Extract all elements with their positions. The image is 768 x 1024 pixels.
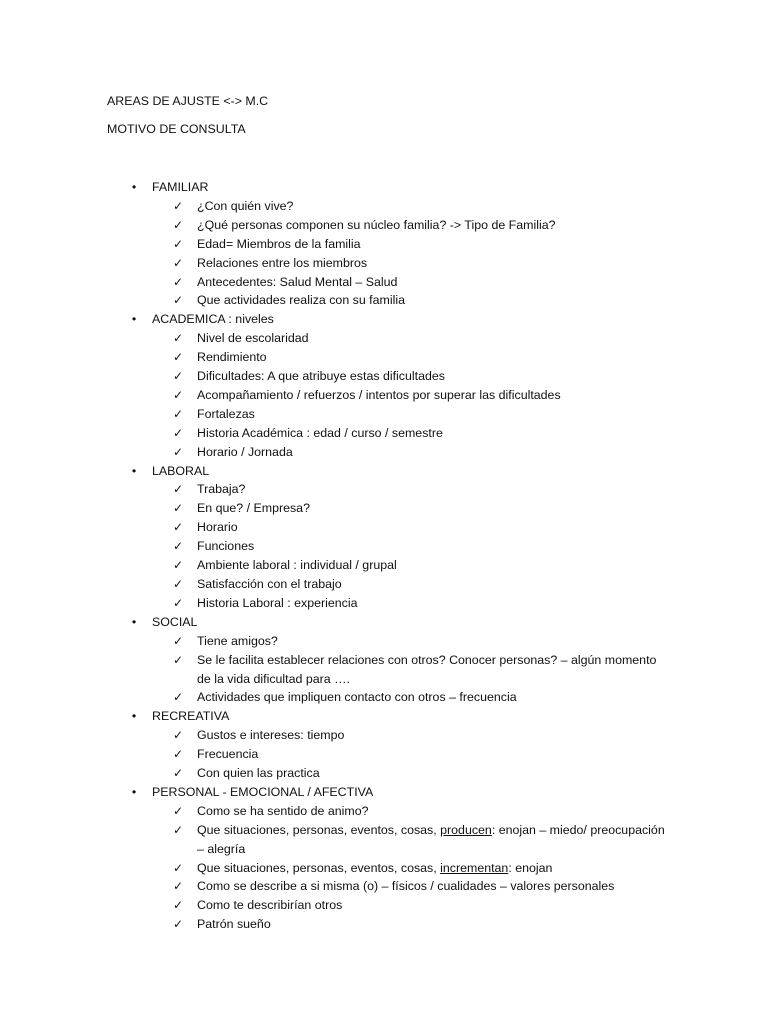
item-text-after: : enojan – miedo/ preocupación – alegría [197, 822, 665, 856]
checklist-item-text: Nivel de escolaridad [197, 331, 309, 346]
item-text-before: Que situaciones, personas, eventos, cosas, [197, 860, 441, 875]
checkmark-icon: ✓ [173, 652, 184, 667]
checklist-item [0, 821, 768, 859]
checklist-item [0, 348, 768, 367]
section-heading [0, 462, 768, 481]
checklist-item [0, 291, 768, 310]
checklist-item [0, 915, 768, 934]
checklist-item [0, 726, 768, 745]
checklist-item [0, 197, 768, 216]
checklist-item [0, 518, 768, 537]
underlined-keyword: incrementan [440, 860, 509, 875]
bullet-icon: • [131, 614, 137, 629]
checklist [0, 632, 768, 708]
checkmark-icon: ✓ [173, 803, 184, 818]
checklist-item-text: En que? / Empresa? [197, 501, 310, 516]
checklist-item [0, 859, 768, 878]
checkmark-icon: ✓ [173, 425, 184, 440]
checklist-item-text: Como se ha sentido de animo? [197, 803, 369, 818]
checkmark-icon: ✓ [173, 198, 184, 213]
checklist-item-text: Horario [197, 520, 238, 535]
checklist-item-text: Rendimiento [197, 350, 267, 365]
checklist-item [0, 556, 768, 575]
section-label: RECREATIVA [152, 709, 230, 724]
checklist-item [0, 802, 768, 821]
checklist-item [0, 764, 768, 783]
section-heading [0, 613, 768, 632]
outline-list [0, 178, 768, 934]
checklist-item-text: Acompañamiento / refuerzos / intentos por superar las dificultades [197, 387, 561, 402]
checklist-item [0, 877, 768, 896]
section-label: SOCIAL [152, 614, 198, 629]
checklist-item [0, 216, 768, 235]
checklist-item [0, 443, 768, 462]
checklist [0, 197, 768, 310]
checklist-item [0, 424, 768, 443]
checklist-item-text: Dificultades: A que atribuye estas dificultades [197, 369, 445, 384]
checkmark-icon: ✓ [173, 369, 184, 384]
checkmark-icon: ✓ [173, 406, 184, 421]
checkmark-icon: ✓ [173, 633, 184, 648]
checklist-item-text: Funciones [197, 539, 255, 554]
checkmark-icon: ✓ [173, 860, 184, 875]
checklist-item-text: Gustos e intereses: tiempo [197, 728, 345, 743]
item-text-after: : enojan [508, 860, 553, 875]
section-academica [0, 310, 768, 461]
checkmark-icon: ✓ [173, 898, 184, 913]
checkmark-icon: ✓ [173, 822, 184, 837]
section-heading [0, 707, 768, 726]
checkmark-icon: ✓ [173, 331, 184, 346]
checkmark-icon: ✓ [173, 501, 184, 516]
checkmark-icon: ✓ [173, 728, 184, 743]
checklist-item [0, 632, 768, 651]
checklist-item-text: ¿Con quién vive? [197, 198, 294, 213]
checklist-item-text: Trabaja? [197, 482, 246, 497]
checkmark-icon: ✓ [173, 690, 184, 705]
checklist-item-text: Se le facilita establecer relaciones con otros? Conocer personas? – algún momento de la vida dificultad para …. [197, 652, 657, 686]
checklist-item-text: ¿Qué personas componen su núcleo familia? -> Tipo de Familia? [197, 217, 556, 232]
checklist-item [0, 537, 768, 556]
checklist-item [0, 896, 768, 915]
checklist-item-text: Que actividades realiza con su familia [197, 293, 405, 308]
checkmark-icon: ✓ [173, 387, 184, 402]
checklist-item-text: Relaciones entre los miembros [197, 255, 368, 270]
checklist [0, 726, 768, 783]
bullet-icon: • [131, 463, 137, 478]
checklist-item-text: Satisfacción con el trabajo [197, 576, 342, 591]
checkmark-icon: ✓ [173, 444, 184, 459]
checklist [0, 480, 768, 612]
checklist-item [0, 367, 768, 386]
checkmark-icon: ✓ [173, 595, 184, 610]
checklist-item [0, 273, 768, 292]
section-label: FAMILIAR [152, 180, 209, 194]
checkmark-icon: ✓ [173, 236, 184, 251]
checklist-item [0, 499, 768, 518]
checkmark-icon: ✓ [173, 520, 184, 535]
checklist-item [0, 254, 768, 273]
section-personal [0, 783, 768, 934]
checklist-item-text: Fortalezas [197, 406, 255, 421]
checkmark-icon: ✓ [173, 350, 184, 365]
checklist-item-text: Tiene amigos? [197, 633, 278, 648]
underlined-keyword: producen [440, 822, 492, 837]
checkmark-icon: ✓ [173, 539, 184, 554]
checkmark-icon: ✓ [173, 274, 184, 289]
checklist-item [0, 651, 768, 689]
section-label: LABORAL [152, 463, 210, 478]
checkmark-icon: ✓ [173, 917, 184, 932]
checkmark-icon: ✓ [173, 217, 184, 232]
checklist [0, 802, 768, 934]
checkmark-icon: ✓ [173, 766, 184, 781]
checklist-item-text: Patrón sueño [197, 917, 271, 932]
checkmark-icon: ✓ [173, 879, 184, 894]
checklist-item-text: Ambiente laboral : individual / grupal [197, 558, 397, 573]
section-social [0, 613, 768, 708]
checkmark-icon: ✓ [173, 558, 184, 573]
checklist-item-text: Edad= Miembros de la familia [197, 236, 361, 251]
section-heading [0, 783, 768, 802]
document-title: AREAS DE AJUSTE <-> M.C [107, 94, 269, 108]
checklist-item-text: Historia Académica : edad / curso / semestre [197, 425, 443, 440]
checklist-item-text [197, 821, 672, 859]
section-label: PERSONAL - EMOCIONAL / AFECTIVA [152, 784, 374, 799]
checkmark-icon: ✓ [173, 482, 184, 497]
checklist-item [0, 235, 768, 254]
checklist-item-text [197, 859, 672, 878]
bullet-icon: • [131, 784, 137, 799]
checklist-item [0, 405, 768, 424]
bullet-icon: • [131, 709, 137, 724]
section-heading [0, 310, 768, 329]
checklist-item [0, 745, 768, 764]
bullet-icon: • [131, 180, 137, 194]
checklist-item-text: Historia Laboral : experiencia [197, 595, 358, 610]
checklist-item [0, 480, 768, 499]
checklist-item-text: Con quien las practica [197, 766, 320, 781]
section-heading [0, 178, 768, 197]
checklist-item-text: Horario / Jornada [197, 444, 293, 459]
checklist-item-text: Antecedentes: Salud Mental – Salud [197, 274, 398, 289]
checkmark-icon: ✓ [173, 255, 184, 270]
checkmark-icon: ✓ [173, 747, 184, 762]
section-laboral [0, 462, 768, 613]
checkmark-icon: ✓ [173, 293, 184, 308]
checklist-item-text: Frecuencia [197, 747, 259, 762]
checklist-item [0, 594, 768, 613]
item-text-before: Que situaciones, personas, eventos, cosas, [197, 822, 441, 837]
checklist [0, 329, 768, 461]
section-label: ACADEMICA : niveles [152, 312, 274, 327]
checklist-item-text: Actividades que impliquen contacto con otros – frecuencia [197, 690, 517, 705]
checklist-item [0, 386, 768, 405]
bullet-icon: • [131, 312, 137, 327]
checklist-item [0, 575, 768, 594]
checklist-item-text: Como se describe a si misma (o) – físicos / cualidades – valores personales [197, 879, 615, 894]
document-subtitle: MOTIVO DE CONSULTA [107, 122, 246, 136]
checklist-item [0, 329, 768, 348]
checklist-item [0, 688, 768, 707]
checklist-item-text: Como te describirían otros [197, 898, 343, 913]
section-familiar [0, 178, 768, 310]
checkmark-icon: ✓ [173, 576, 184, 591]
section-recreativa [0, 707, 768, 783]
